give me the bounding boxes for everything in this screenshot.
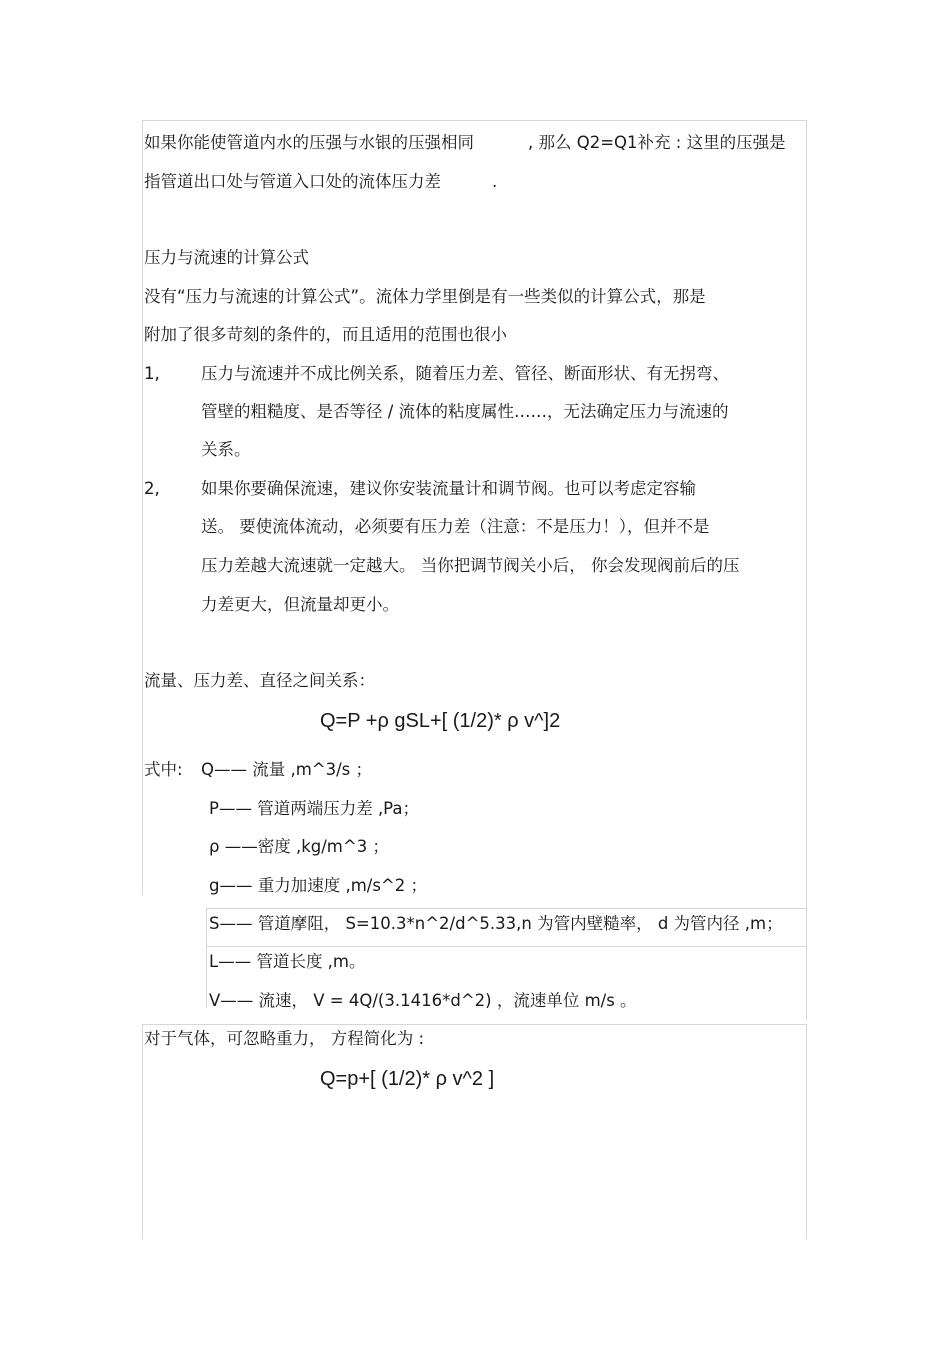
section1-intro-line2: 附加了很多苛刻的条件的，而且适用的范围也很小 [144,325,507,344]
list-item-line: 压力差越大流速就一定越大。 当你把调节阀关小后， 你会发现阀前后的压 [201,556,740,575]
box-border-left [206,908,207,1008]
gas-simplification-text: 对于气体，可忽略重力， 方程简化为 : [144,1029,425,1048]
variable-definition: S—— 管道摩阻， S=10.3*n^2/d^5.33,n 为管内壁糙率， d 为管内径 ,m； [209,914,783,933]
section1-intro-line1: 没有“压力与流速的计算公式”。流体力学里倒是有一些类似的计算公式，那是 [144,287,706,306]
para1-line1-a: 如果你能使管道内水的压强与水银的压强相同 [144,133,474,152]
variable-definition: ρ ——密度 ,kg/m^3 ； [209,837,389,856]
list-item-line: 关系。 [201,440,251,459]
list-item-line: 如果你要确保流速，建议你安装流量计和调节阀。也可以考虑定容输 [201,479,696,498]
lower-border-right [806,1024,807,1239]
lower-border-left [142,1024,143,1239]
list-item-line: 压力与流速并不成比例关系，随着压力差、管径、断面形状、有无拐弯、 [201,364,729,383]
section-heading-flow-relation: 流量、压力差、直径之间关系： [144,671,375,690]
section-heading-pressure-velocity: 压力与流速的计算公式 [144,248,309,267]
list-item-line: 送。 要使流体流动，必须要有压力差（注意：不是压力！），但并不是 [201,517,710,536]
gas-formula: Q=p+[ (1/2)* ρ v^2 ] [320,1068,495,1090]
page-border-top [142,120,806,121]
variable-definition: V—— 流速， V = 4Q/(3.1416*d^2) ，流速单位 m/s 。 [209,991,637,1010]
list-item-line: 力差更大，但流量却更小。 [201,595,399,614]
page-border-right [806,120,807,1020]
list-item-line: 管壁的粗糙度、是否等径 / 流体的粘度属性……，无法确定压力与流速的 [201,402,729,421]
where-label: 式中: [144,760,183,779]
box-border-bottom-section [142,1024,806,1025]
variable-definition: P—— 管道两端压力差 ,Pa； [209,799,420,818]
variable-definition: g—— 重力加速度 ,m/s^2 ； [209,876,428,895]
flow-formula: Q=P +ρ gSL+[ (1/2)* ρ v^]2 [320,710,561,732]
para1-line2-a: 指管道出口处与管道入口处的流体压力差 [144,172,441,191]
para1-line1-b: , 那么 Q2=Q1补充 : 这里的压强是 [528,133,786,152]
list-item-number: 1, [144,364,160,383]
variable-definition: Q—— 流量 ,m^3/s ； [201,760,373,779]
box-border-top [206,908,806,909]
variable-definition: L—— 管道长度 ,m。 [209,952,366,971]
list-item-number: 2, [144,479,160,498]
page-border-left [142,120,143,895]
box-border-mid [206,946,806,947]
para1-line2-b: . [492,172,498,191]
